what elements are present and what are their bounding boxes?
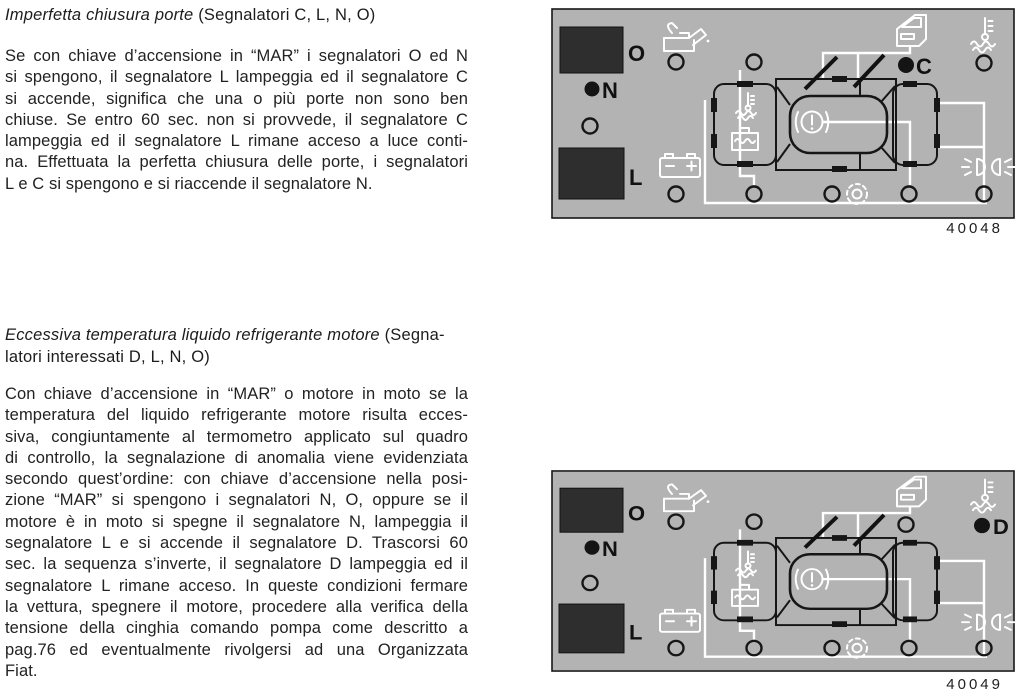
heading-segment: latori interessati D, L, N, O) — [5, 347, 210, 366]
section-heading-1 — [5, 5, 468, 27]
heading-segment: Imperfetta chiusura porte — [5, 6, 194, 24]
panel-diagram-2 — [551, 470, 1015, 672]
text-line: siva, congiuntamente al termometro applicato sul quadro — [5, 427, 468, 446]
text-line: motore è in moto si spegne il segnalatore N, lampeggia il — [5, 512, 468, 531]
text-line: si accende, significa che una o più porte non sono ben — [5, 89, 468, 108]
text-line: chiuse. Se entro 60 sec. non si provvede, il segnalatore C — [5, 110, 468, 129]
text-line: zione “MAR” si spengono i segnalatori N, O, oppure se il — [5, 491, 468, 510]
text-line: sec. la sequenza s’inverte, il segnalatore D lampeggia ed il — [5, 555, 468, 574]
text-line — [5, 325, 468, 347]
indicator-label-n: N — [602, 537, 618, 562]
panel-diagram-1 — [551, 8, 1015, 219]
heading-segment: (Segnalatori C, L, N, O) — [193, 6, 376, 24]
section-body-1 — [5, 46, 468, 195]
figure-number-1: 40048 — [946, 220, 1003, 237]
text-line — [5, 347, 468, 369]
indicator-label-d: D — [993, 515, 1009, 540]
figure-door-warning — [551, 8, 1015, 224]
text-line: Con chiave d’accensione in “MAR” o motore in moto se la — [5, 385, 468, 403]
text-line: pag.76 ed eventualmente rivolgersi ad una Organizzata — [5, 640, 468, 659]
heading-segment: Eccessiva temperatura liquido refrigerante motore — [5, 326, 380, 344]
section-body-2 — [5, 384, 468, 682]
text-line: na. Effettuata la perfetta chiusura delle porte, i segnalatori — [5, 153, 468, 172]
indicator-label-n: N — [602, 78, 618, 103]
indicator-dot-d — [974, 518, 990, 533]
text-line: segnalatore L rimane acceso. In queste condizioni fermare — [5, 576, 468, 595]
indicator-label-o: O — [628, 502, 646, 526]
indicator-dot-c — [898, 57, 914, 73]
indicator-label-l: L — [629, 620, 643, 645]
text-line: si spengono, il segnalatore L lampeggia ed il segnalatore C — [5, 68, 468, 87]
text-line: temperatura del liquido refrigerante motore risulta ecces- — [5, 406, 468, 425]
section-heading-2 — [5, 325, 468, 368]
text-line: la vettura, spegnere il motore, procedere alla verifica della — [5, 597, 468, 616]
text-line: Se con chiave d’accensione in “MAR” i segnalatori O ed N — [5, 47, 468, 65]
figure-number-2: 40049 — [946, 676, 1003, 693]
indicator-label-l: L — [629, 165, 643, 190]
text-line: Fiat. — [5, 661, 38, 680]
heading-segment: (Segna- — [379, 326, 445, 344]
indicator-label-o: O — [628, 41, 646, 66]
indicator-label-c: C — [916, 54, 932, 79]
text-line: L e C si spengono e si riaccende il segnalatore N. — [5, 174, 373, 193]
text-line: lampeggia ed il segnalatore L rimane acceso a luce conti- — [5, 132, 468, 151]
figure-coolant-warning — [551, 470, 1015, 677]
text-line: tensione della cinghia comando pompa come descritto a — [5, 619, 468, 638]
text-line: segnalatore L e si accende il segnalatore D. Trascorsi 60 — [5, 534, 468, 553]
text-line — [5, 5, 468, 27]
text-line: di controllo, la segnalazione di anomalia viene evidenziata — [5, 448, 468, 467]
text-line: secondo quest’ordine: con chiave d’accensione nella posi- — [5, 470, 468, 489]
